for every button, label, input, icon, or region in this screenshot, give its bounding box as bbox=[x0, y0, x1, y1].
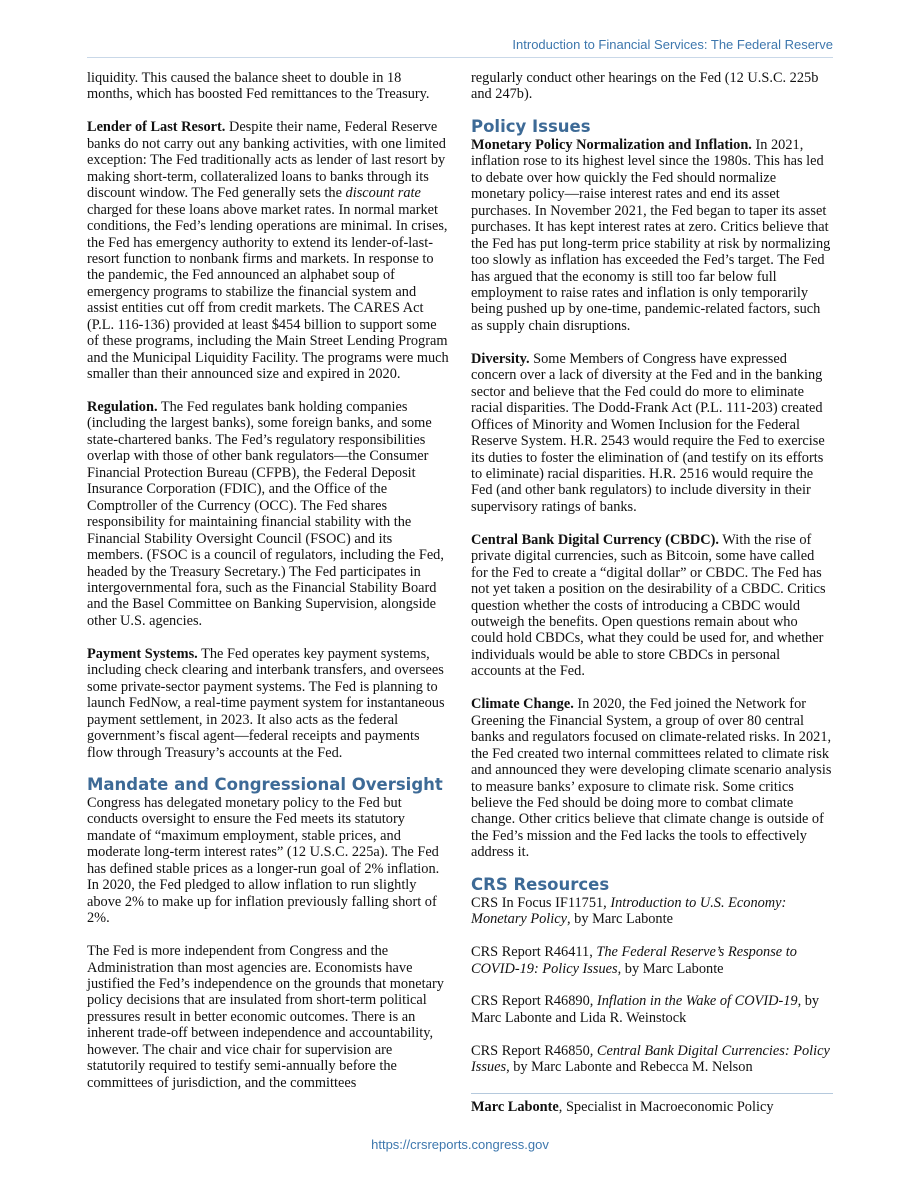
continued-paragraph: regularly conduct other hearings on the Fed (12 U.S.C. 225b and 247b). bbox=[471, 70, 819, 103]
resource-author: , by Marc Labonte bbox=[567, 911, 673, 928]
footer-url[interactable]: https://crsreports.congress.gov bbox=[371, 1137, 549, 1152]
cbdc-lead: Central Bank Digital Currency (CBDC). bbox=[471, 531, 719, 548]
mandate-paragraph-1: Congress has delegated monetary policy to the Fed but conducts oversight to ensure the Fed meets its statutory mandate of “maximum employment, stable prices, and moderate long-term interest rates” (12 U.S.C. 225a). The Fed has defined stable prices as a longer-run goal of 2% inflation. In 2020, the Fed pledged to allow inflation to run slightly above 2% to make up for inflation previously falling short of 2%. bbox=[87, 794, 440, 927]
monetary-policy-paragraph bbox=[471, 137, 833, 334]
regulation-paragraph bbox=[87, 399, 449, 629]
author-divider bbox=[471, 1093, 833, 1094]
climate-lead: Climate Change. bbox=[471, 696, 574, 713]
climate-text: In 2020, the Fed joined the Network for Greening the Financial System, a group of over 80 central banks and regulators focused on climate-related risks. In 2021, the Fed created two internal committees related to climate risk and announced they were developing climate scenario analysis to measure banks’ exposure to climate risk. Some critics believe the Fed should be doing more to combat climate change. Other critics believe that climate change is outside of the Fed’s mission and the Fed lacks the tools to effectively address it. bbox=[471, 696, 832, 861]
lender-text-a: Despite their name, Federal Reserve banks do not carry out any banking activities, with one limited exception: The Fed traditionally acts as lender of last resort by making short-term, collateralized loans to banks through its discount window. The Fed generally sets the bbox=[87, 119, 446, 202]
payment-text: The Fed operates key payment systems, including check clearing and interbank transfers, and oversees some private-sector payment systems. The Fed is planning to launch FedNow, a real-time payment system for instantaneous payment settlement, in 2023. It also acts as the federal government’s fiscal agent—federal receipts and payments flow through Treasury’s accounts at the Fed. bbox=[87, 645, 445, 761]
resource-author: , by Marc Labonte and Lida R. Weinstock bbox=[471, 993, 820, 1026]
diversity-lead: Diversity. bbox=[471, 350, 530, 367]
resource-title: Central Bank Digital Currencies: Policy Issues bbox=[471, 1042, 830, 1076]
climate-change-paragraph bbox=[471, 696, 833, 861]
lender-lead: Lender of Last Resort. bbox=[87, 119, 226, 136]
payment-systems-paragraph bbox=[87, 646, 449, 761]
resource-item bbox=[471, 1043, 833, 1076]
header-divider bbox=[87, 57, 833, 58]
left-column bbox=[87, 70, 449, 1091]
author-role: , Specialist in Macroeconomic Policy bbox=[558, 1098, 774, 1115]
monetary-lead: Monetary Policy Normalization and Inflation. bbox=[471, 136, 752, 153]
mandate-paragraph-2: The Fed is more independent from Congress and the Administration than most agencies are. Economists have justified the Fed’s independence on the grounds that monetary policy decisions that are insulated from short-term political pressures result in better economic outcomes. There is an inherent trade-off between independence and accountability, however. The chair and vice chair for supervision are statutorily required to testify semi-annually before the committees of jurisdiction, and the committees bbox=[87, 943, 444, 1091]
cbdc-text: With the rise of private digital currencies, such as Bitcoin, some have called for the Fed to create a “digital dollar” or CBDC. The Fed has not yet taken a position on the desirability of a CBDC. Critics question whether the costs of introducing a CBDC would outweigh the benefits. Open questions remain about who could hold CBDCs, what they could be used for, and whether individuals would be able to store CBDCs in personal accounts at the Fed. bbox=[471, 531, 826, 680]
diversity-text: Some Members of Congress have expressed concern over a lack of diversity at the Fed and in the banking sector and believe that the Fed could do more to eliminate racial disparities. The Dodd-Frank Act (P.L. 111-203) created Offices of Minority and Women Inclusion for the Federal Reserve System. H.R. 2543 would require the Fed to exercise its duties to foster the elimination of (and testify on its efforts to eliminate) racial disparities. H.R. 2516 would require the Fed (and other bank regulators) to include diversity in their supervisory ratings of banks. bbox=[471, 350, 825, 515]
resource-id: CRS Report R46890, bbox=[471, 993, 597, 1010]
resource-item bbox=[471, 944, 833, 977]
lender-of-last-resort-paragraph bbox=[87, 119, 449, 382]
resource-title: The Federal Reserve’s Response to COVID-19: Policy Issues bbox=[471, 944, 797, 977]
resource-id: CRS Report R46850, bbox=[471, 1042, 597, 1059]
policy-issues-heading: Policy Issues bbox=[471, 116, 591, 136]
regulation-lead: Regulation. bbox=[87, 399, 158, 416]
resource-id: CRS In Focus IF11751, bbox=[471, 894, 611, 911]
resource-author: , by Marc Labonte and Rebecca M. Nelson bbox=[506, 1059, 753, 1076]
intro-paragraph: liquidity. This caused the balance sheet to double in 18 months, which has boosted Fed remittances to the Treasury. bbox=[87, 70, 430, 103]
resource-title: Introduction to U.S. Economy: Monetary Policy bbox=[471, 894, 787, 928]
resource-item bbox=[471, 993, 833, 1026]
page-header-title: Introduction to Financial Services: The Federal Reserve bbox=[512, 37, 833, 52]
resource-author: , by Marc Labonte bbox=[617, 960, 724, 977]
right-column bbox=[471, 70, 833, 1115]
regulation-text: The Fed regulates bank holding companies (including the largest banks), some foreign banks, and some state-chartered banks. The Fed’s regulatory responsibilities overlap with those of other bank regulators—the Consumer Financial Protection Bureau (CFPB), the Federal Deposit Insurance Corporation (FDIC), and the Office of the Comptroller of the Currency (OCC). The Fed shares responsibility for maintaining financial stability with the Financial Stability Oversight Council (FSOC) and its members. (FSOC is a council of regulators, including the Fed, headed by the Treasury Secretary.) The Fed participates in intergovernmental fora, such as the Financial Stability Board and the Basel Committee on Banking Supervision, alongside other U.S. agencies. bbox=[87, 399, 444, 629]
cbdc-paragraph bbox=[471, 532, 833, 680]
payment-lead: Payment Systems. bbox=[87, 645, 198, 662]
author-line bbox=[471, 1099, 833, 1115]
resource-title: Inflation in the Wake of COVID-19 bbox=[596, 993, 798, 1010]
crs-resources-heading: CRS Resources bbox=[471, 874, 610, 894]
resource-id: CRS Report R46411, bbox=[471, 944, 597, 961]
author-name: Marc Labonte bbox=[471, 1098, 559, 1115]
diversity-paragraph bbox=[471, 351, 833, 516]
discount-rate-term: discount rate bbox=[345, 185, 421, 202]
resource-item bbox=[471, 895, 833, 928]
monetary-text: In 2021, inflation rose to its highest level since the 1980s. This has led to debate over how quickly the Fed should normalize monetary policy—raise interest rates and end its asset purchases. In November 2021, the Fed began to taper its asset purchases. It has kept interest rates at zero. Critics believe that the Fed has put long-term price stability at risk by normalizing too slowly as inflation has exceeded the Fed’s target. The Fed has argued that the economy is still too far below full employment to raise rates and inflation is only temporarily being pushed up by one-time, pandemic-related factors, such as supply chain disruptions. bbox=[471, 136, 831, 334]
mandate-heading: Mandate and Congressional Oversight bbox=[87, 774, 443, 794]
lender-text-b: charged for these loans above market rates. In normal market conditions, the Fed’s lending operations are minimal. In crises, the Fed has emergency authority to extend its lender-of-last-resort function to nonbank firms and markets. In response to the pandemic, the Fed announced an alphabet soup of emergency programs to stabilize the financial system and assist entities cut off from credit markets. The CARES Act (P.L. 116-136) provided at least $454 billion to support some of these programs, including the Main Street Lending Program and the Municipal Liquidity Facility. The programs were much smaller than their announced size and expired in 2020. bbox=[87, 201, 449, 383]
